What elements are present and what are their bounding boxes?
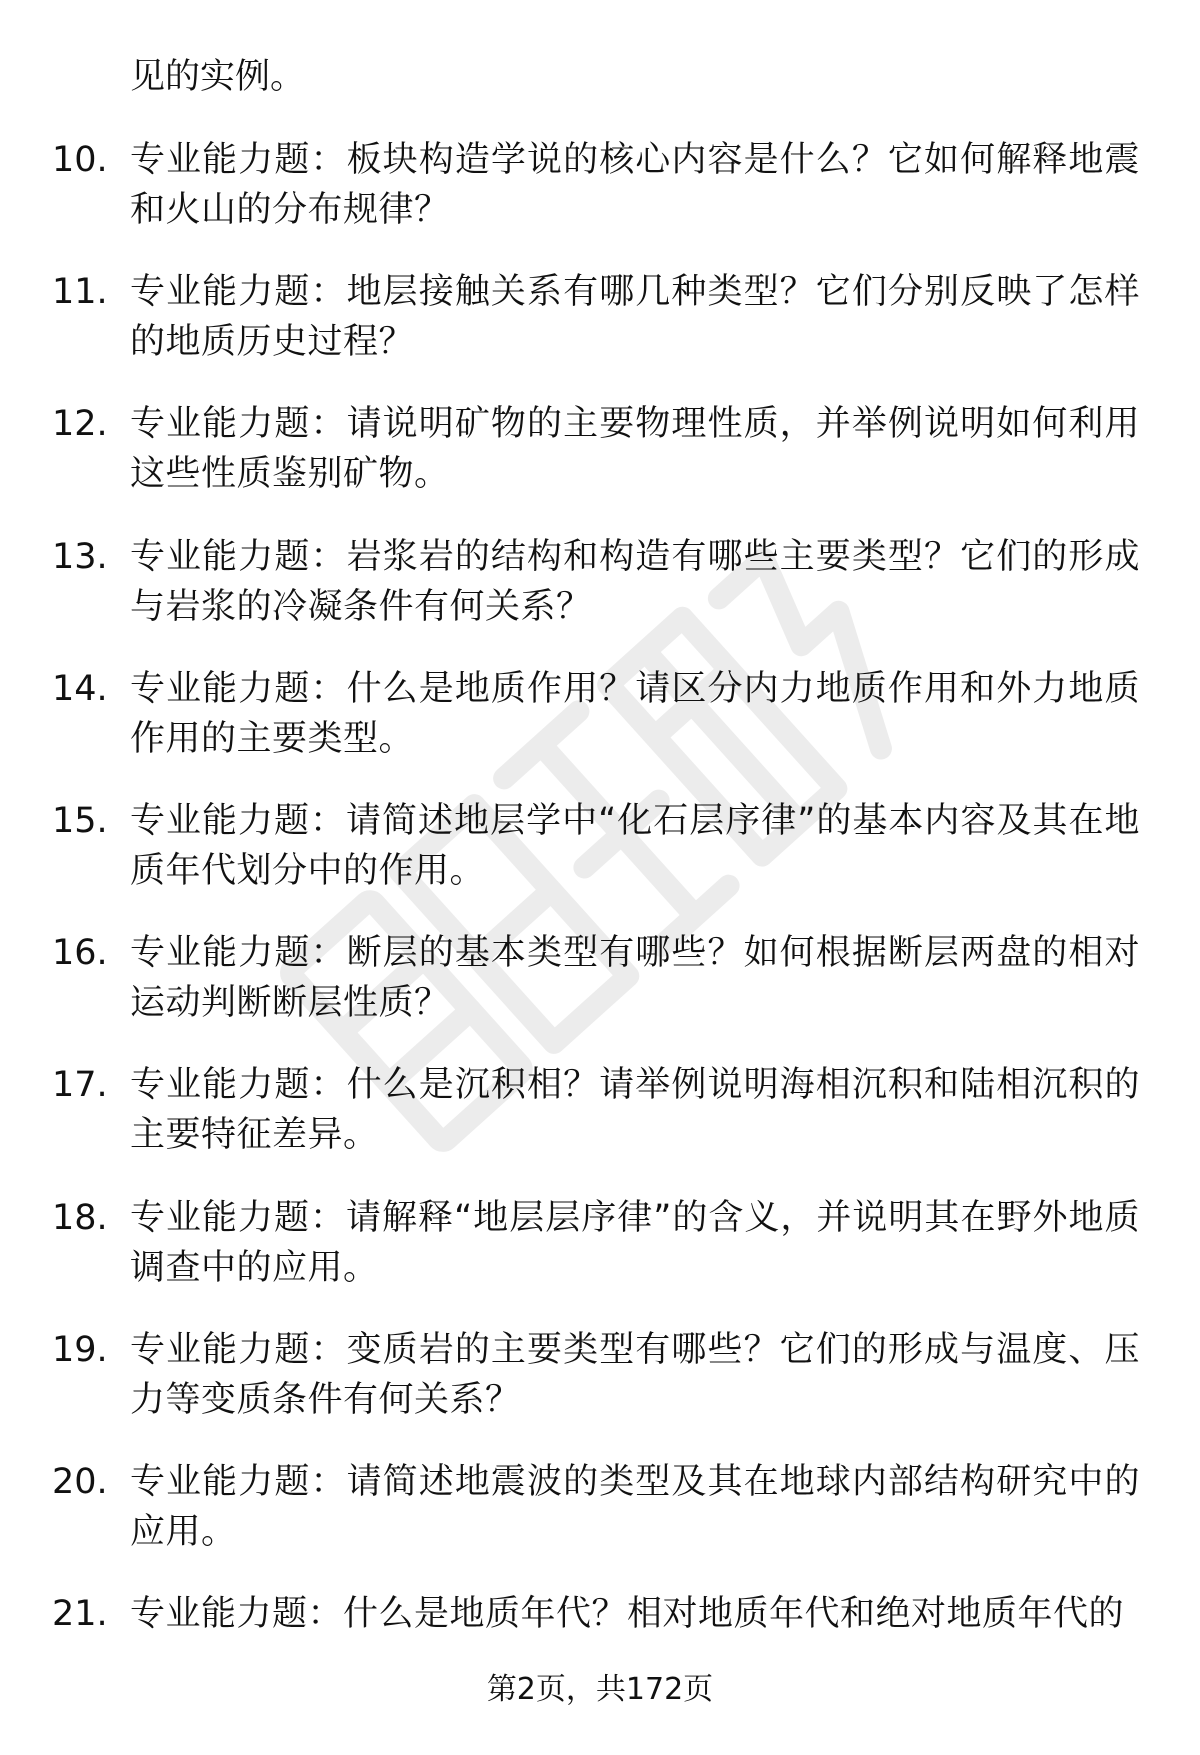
list-item [0,135,1200,267]
question-text [130,135,1140,235]
question-number: 15. [52,800,108,841]
question-body: 请说明矿物的主要物理性质，并举例说明如何利用这些性质鉴别矿物。 [130,404,1140,495]
question-text [130,1193,1140,1293]
question-prefix: 专业能力题： [130,1461,347,1502]
question-body: 请简述地层学中“化石层序律”的基本内容及其在地质年代划分中的作用。 [130,800,1140,891]
question-text [130,928,1140,1028]
question-prefix: 专业能力题： [130,404,347,445]
question-text [130,664,1140,764]
list-item [0,1193,1200,1325]
question-text [130,796,1140,896]
list-item [0,1457,1200,1589]
question-body: 板块构造学说的核心内容是什么？它如何解释地震和火山的分布规律？ [130,140,1140,230]
question-text [130,1325,1140,1425]
list-item [0,796,1200,928]
question-body: 请简述地震波的类型及其在地球内部结构研究中的应用。 [130,1461,1140,1552]
question-text [130,1060,1140,1160]
question-number: 12. [52,404,108,445]
question-number: 18. [52,1197,108,1238]
question-prefix: 专业能力题： [130,536,347,577]
question-prefix: 专业能力题： [130,1065,347,1106]
question-body: 地层接触关系有哪几种类型？它们分别反映了怎样的地质历史过程？ [130,272,1140,363]
list-item [0,1060,1200,1192]
question-text [130,399,1140,499]
question-text [130,267,1140,367]
question-number: 20. [52,1461,108,1502]
question-prefix: 专业能力题： [130,1329,347,1370]
question-list [0,135,1200,1721]
question-number: 21. [52,1594,108,1635]
list-item [0,1325,1200,1457]
question-text [130,532,1140,632]
question-prefix: 专业能力题： [130,140,347,180]
question-prefix: 专业能力题： [130,1594,344,1635]
question-body: 什么是地质作用？请区分内力地质作用和外力地质作用的主要类型。 [130,668,1140,759]
list-item [0,928,1200,1060]
list-item [0,532,1200,664]
page-footer: 第2页，共172页 [486,1672,714,1707]
carryover-text: 见的实例。 [130,57,306,97]
question-prefix: 专业能力题： [130,1197,347,1238]
question-prefix: 专业能力题： [130,272,347,313]
list-item [0,664,1200,796]
question-prefix: 专业能力题： [130,800,347,841]
question-prefix: 专业能力题： [130,933,347,974]
question-number: 11. [52,272,108,313]
question-number: 16. [52,933,108,974]
question-body: 变质岩的主要类型有哪些？它们的形成与温度、压力等变质条件有何关系？ [130,1329,1140,1420]
question-body: 岩浆岩的结构和构造有哪些主要类型？它们的形成与岩浆的冷凝条件有何关系？ [130,536,1140,627]
question-number: 17. [52,1065,108,1106]
question-body: 请解释“地层层序律”的含义，并说明其在野外地质调查中的应用。 [130,1197,1140,1288]
question-number: 10. [52,140,108,180]
question-number: 19. [52,1329,108,1370]
question-body: 什么是沉积相？请举例说明海相沉积和陆相沉积的主要特征差异。 [130,1065,1140,1156]
question-body: 什么是地质年代？相对地质年代和绝对地质年代的 [343,1594,1125,1635]
question-text [130,1457,1140,1557]
question-number: 13. [52,536,108,577]
question-number: 14. [52,668,108,709]
list-item [0,267,1200,399]
question-text [130,1589,1140,1639]
question-body: 断层的基本类型有哪些？如何根据断层两盘的相对运动判断断层性质？ [130,933,1140,1024]
question-prefix: 专业能力题： [130,668,347,709]
list-item [0,399,1200,531]
